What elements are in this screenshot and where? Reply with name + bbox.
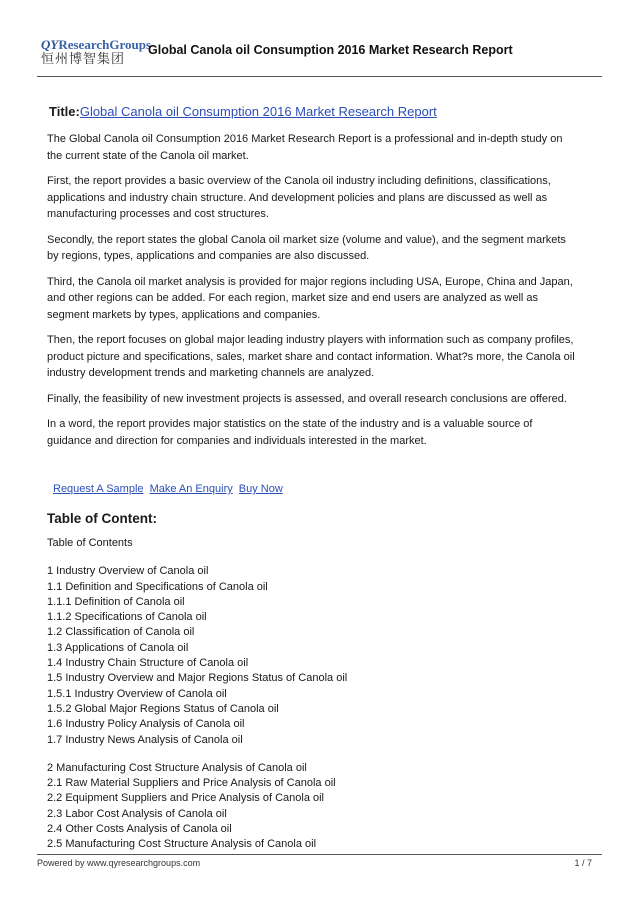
toc-item: 1.1 Definition and Specifications of Canola oil [47,580,268,593]
page-number: 1 / 7 [574,858,592,868]
make-enquiry-link[interactable]: Make An Enquiry [149,483,233,495]
title-label: Title: [49,104,80,119]
logo-prefix: QY [41,37,59,52]
paragraph-finally: Finally, the feasibility of new investment projects is assessed, and overall research conclusions are offered. [47,392,567,405]
toc-item: 2.1 Raw Material Suppliers and Price Analysis of Canola oil [47,777,336,790]
logo-wordmark: ResearchGroups [58,37,152,52]
footer-powered-by: Powered by www.qyresearchgroups.com [37,858,201,868]
toc-item: 1.7 Industry News Analysis of Canola oil [47,733,243,746]
paragraph-second: Secondly, the report states the global Canola oil market size (volume and value), and the segment markets by regions, types, applications and companies are also discussed. [47,233,566,262]
report-title-link[interactable]: Global Canola oil Consumption 2016 Market Research Report [79,104,437,119]
paragraph-conclusion: In a word, the report provides major statistics on the state of the industry and is a valuable source of guidance and direction for companies and individuals interested in the market. [47,418,533,447]
table-of-contents [47,536,577,853]
page-footer [37,854,602,868]
toc-item: 1.3 Applications of Canola oil [47,641,189,654]
header-title: Global Canola oil Consumption 2016 Market Research Report [148,43,513,57]
paragraph-first: First, the report provides a basic overview of the Canola oil industry including definitions, classifications, applications and industry chain structure. And development policies and plans are discussed as well as manufacturing processes and cost structures. [47,175,551,220]
page-header [37,34,602,77]
buy-now-link[interactable]: Buy Now [238,483,283,495]
toc-item: 1.2 Classification of Canola oil [47,626,195,639]
report-body [47,104,577,458]
report-title-line [49,104,577,119]
toc-item: 1.4 Industry Chain Structure of Canola oil [47,657,249,670]
toc-item: 2 Manufacturing Cost Structure Analysis of Canola oil [47,761,307,774]
toc-item: 1.5 Industry Overview and Major Regions Status of Canola oil [47,672,348,685]
toc-heading: Table of Content: [47,511,157,526]
paragraph-then: Then, the report focuses on global major leading industry players with information such as company profiles, product picture and specifications, sales, market share and contact information. What?s more, the Canola oil industry development trends and marketing channels are analyzed. [47,334,575,379]
toc-item: 1.1.1 Definition of Canola oil [47,595,185,608]
toc-item: 1.5.1 Industry Overview of Canola oil [47,687,227,700]
toc-item: 1 Industry Overview of Canola oil [47,565,209,578]
toc-intro: Table of Contents [47,537,133,549]
paragraph-third: Third, the Canola oil market analysis is provided for major regions including USA, Europe, China and Japan, and other regions can be added. For each region, market size and end users are analyzed as well as segment markets by types, applications and companies. [47,275,573,321]
toc-item: 2.2 Equipment Suppliers and Price Analysis of Canola oil [47,792,324,805]
logo-chinese-name: 恒州博智集团 [41,52,126,67]
company-logo [41,37,152,72]
toc-item: 1.6 Industry Policy Analysis of Canola oil [47,718,245,731]
request-sample-link[interactable]: Request A Sample [53,483,144,495]
toc-item: 2.3 Labor Cost Analysis of Canola oil [47,807,227,820]
paragraph-intro: The Global Canola oil Consumption 2016 Market Research Report is a professional and in-depth study on the current state of the Canola oil market. [47,133,563,162]
toc-item: 1.5.2 Global Major Regions Status of Canola oil [47,702,279,715]
toc-item: 2.4 Other Costs Analysis of Canola oil [47,823,232,836]
action-links [53,483,286,495]
toc-item: 1.1.2 Specifications of Canola oil [47,611,207,624]
toc-item: 2.5 Manufacturing Cost Structure Analysis of Canola oil [47,838,317,851]
